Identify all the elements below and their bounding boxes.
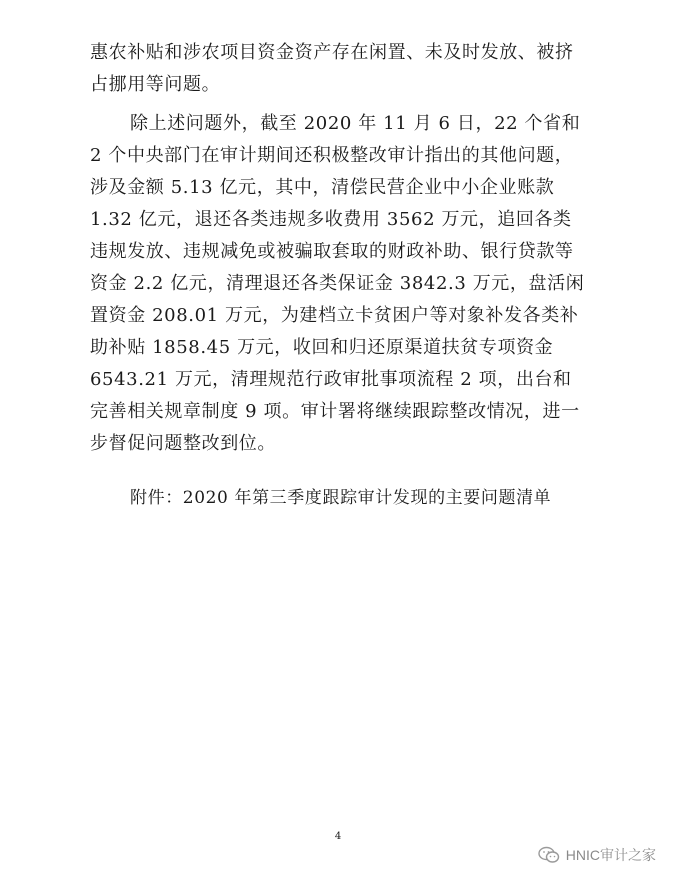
attachment-line: 附件：2020 年第三季度跟踪审计发现的主要问题清单 (130, 488, 552, 508)
account-watermark (538, 845, 656, 865)
watermark-text: HNIC审计之家 (565, 847, 656, 863)
page-number: 4 (334, 831, 342, 842)
paragraph-continuation: 惠农补贴和涉农项目资金资产存在闲置、未及时发放、被挤占挪用等问题。 (90, 42, 574, 95)
wechat-icon (538, 846, 560, 864)
paragraph-rectification-summary: 除上述问题外，截至 2020 年 11 月 6 日，22 个省和 2 个中央部门在审计期间还积极整改审计指出的其他问题，涉及金额 5.13 亿元，其中，清偿民营企业中小企业账款 1.32 亿元，退还各类违规多收费用 3562 万元，追回各类违规发放、违规减免或被骗取套取的财政补助、银行贷款等资金 2.2 亿元，清理退还各类保证金 3842.3 万元，盘活闲置资金 208.01 万元，为建档立卡贫困户等对象补发各类补助补贴 1858.45 万元，收回和归还原渠道扶贫专项资金 6543.21 万元，清理规范行政审批事项流程 2 项，出台和完善相关规章制度 9 项。审计署将继续跟踪整改情况，进一步督促问题整改到位。 (90, 113, 585, 454)
